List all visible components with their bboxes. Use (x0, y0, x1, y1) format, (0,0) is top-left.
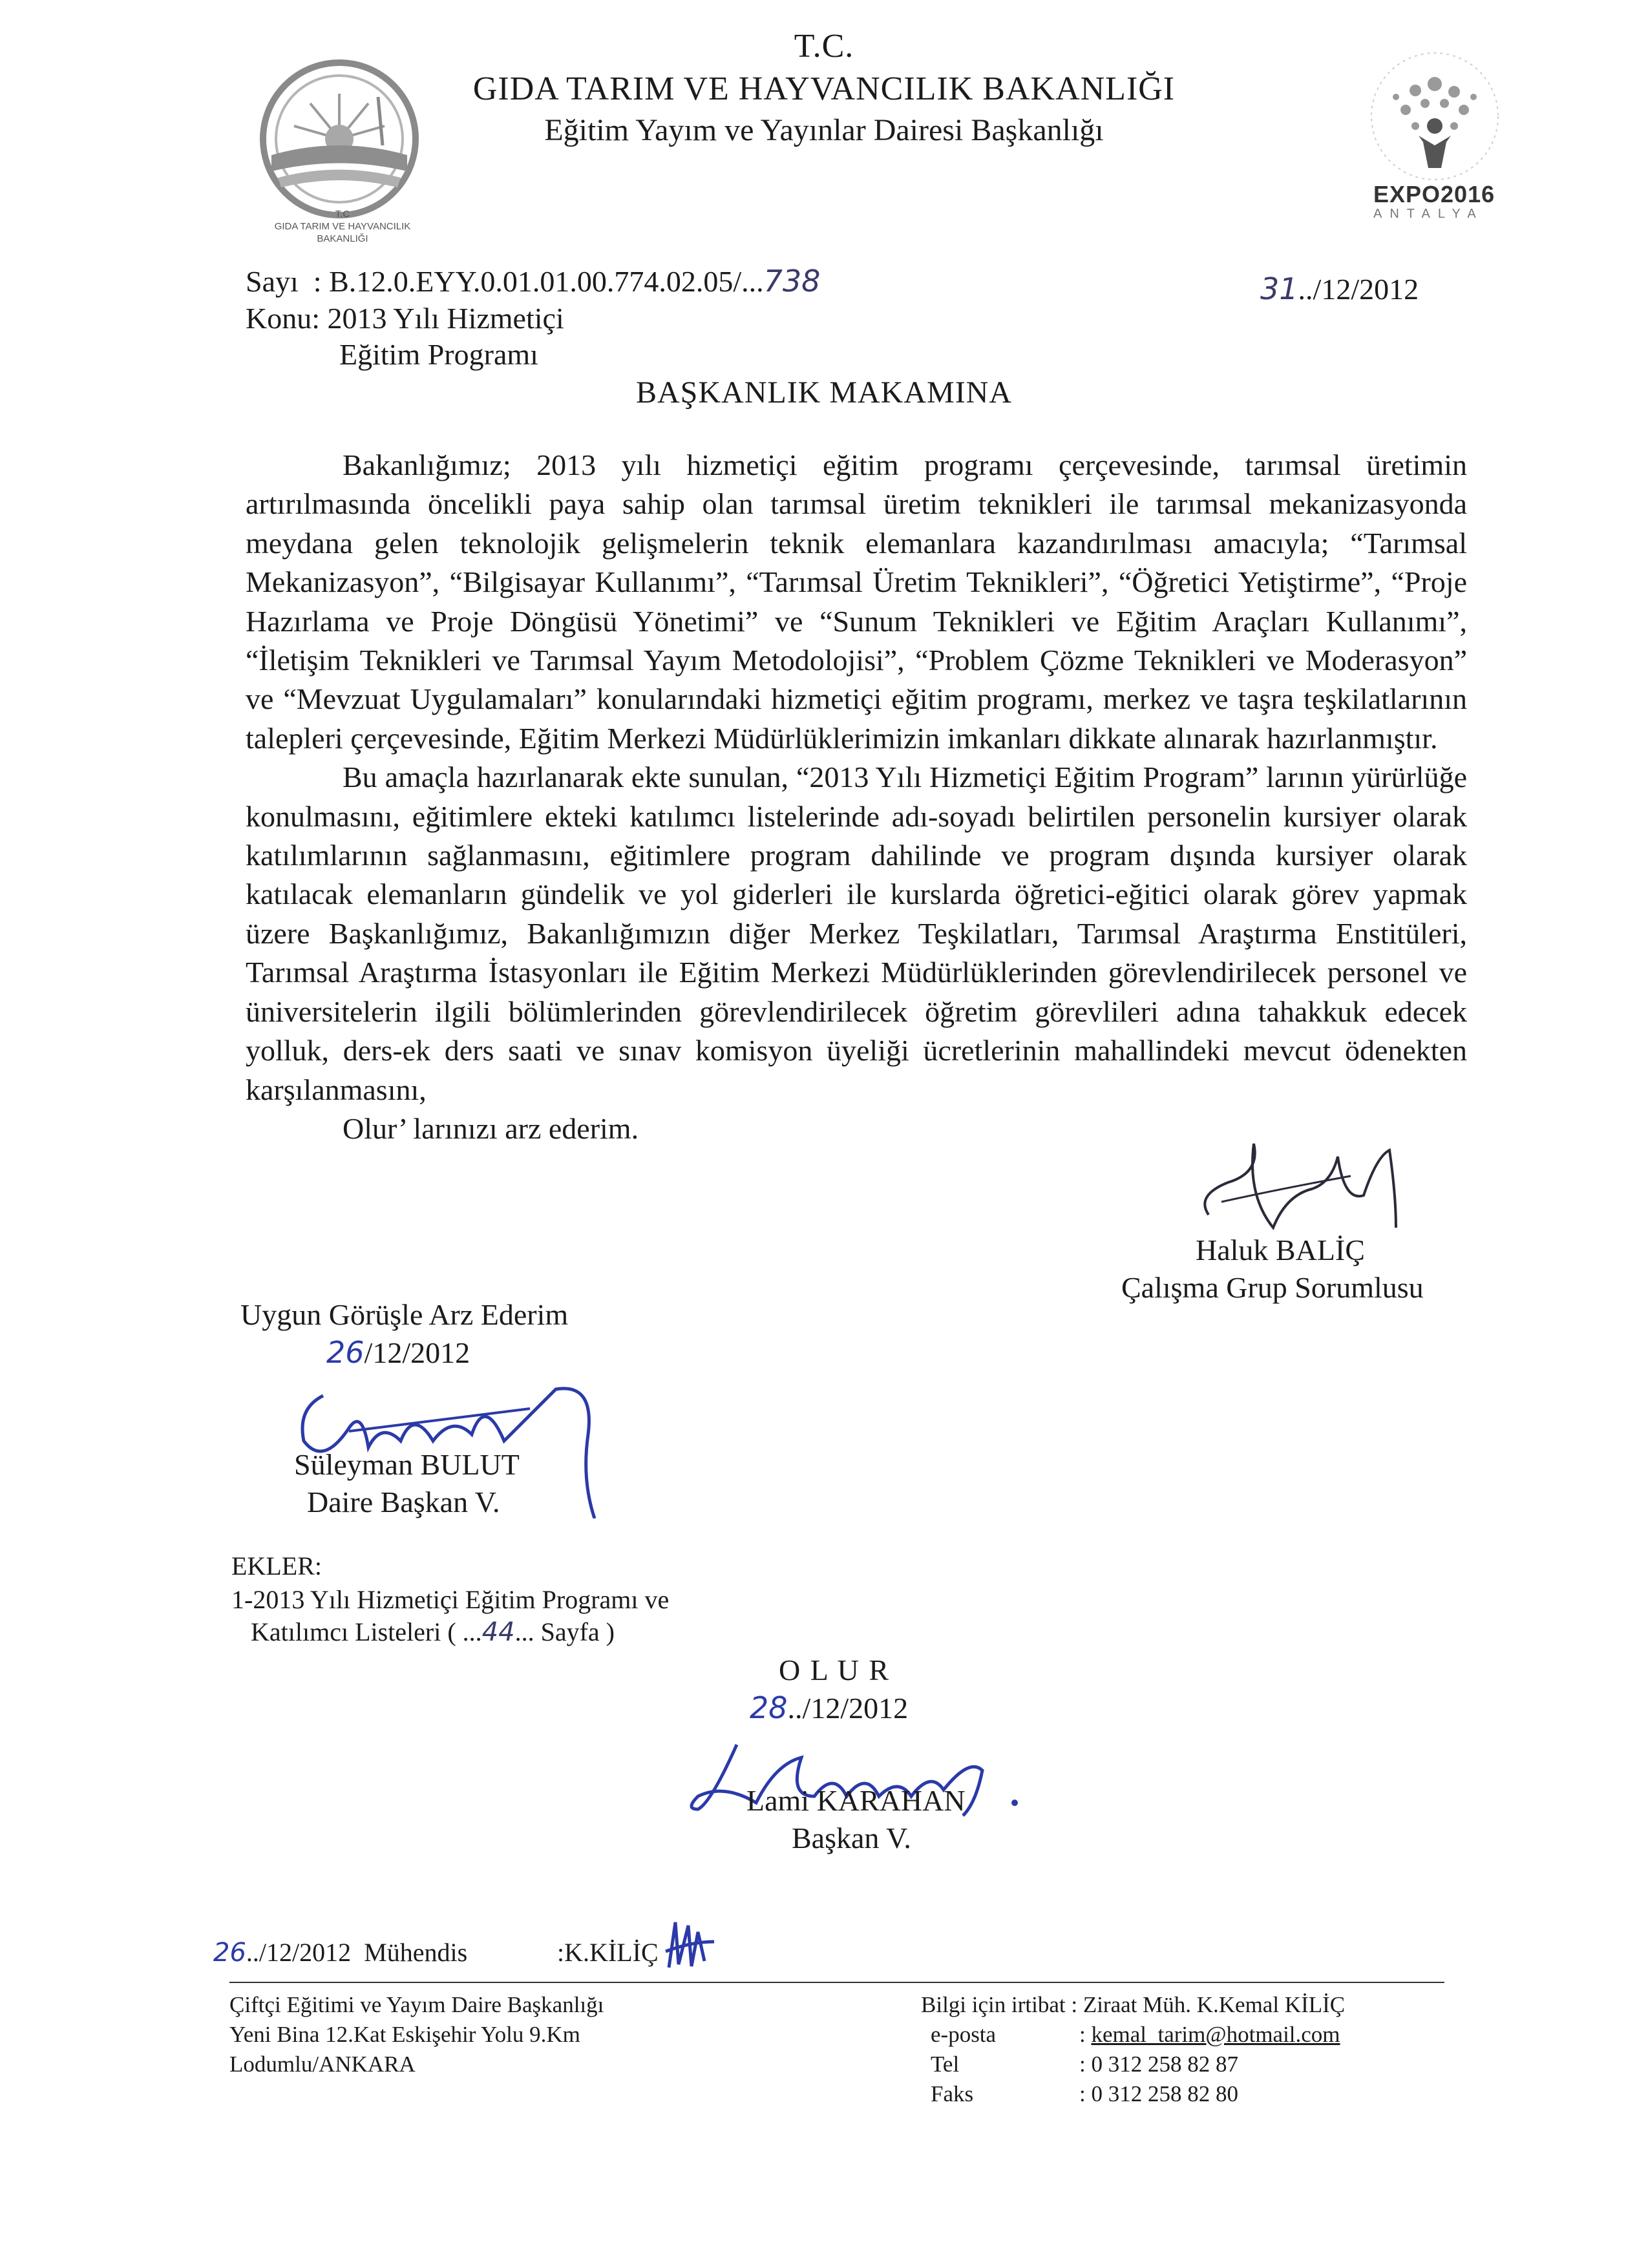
preparer-role: Mühendis (364, 1938, 468, 1967)
preparer-name: :K.KİLİÇ (557, 1938, 659, 1967)
footer-contact-value: : Ziraat Müh. K.Kemal KİLİÇ (1071, 1992, 1346, 2017)
footer-divider (229, 1982, 1444, 1983)
header-department: Eğitim Yayım ve Yayınlar Dairesi Başkanlığı (544, 113, 1104, 147)
header-tc: T.C. (794, 28, 854, 65)
ministry-logo-caption (246, 208, 439, 245)
date-rest: ../12/2012 (1298, 273, 1419, 306)
sayi-value: B.12.0.EYY.0.01.01.00.774.02.05/... (329, 265, 764, 298)
approver-title: Başkan V. (792, 1822, 911, 1854)
konu-line (246, 301, 564, 335)
date-handwritten: 31 (1260, 271, 1298, 306)
signer2-date (326, 1335, 470, 1370)
signer1-title: Çalışma Grup Sorumlusu (1121, 1271, 1424, 1304)
caption-line-3: BAKANLIĞI (317, 233, 368, 244)
konu-label: Konu: (246, 302, 320, 335)
footer-fax-value: : 0 312 258 82 80 (1079, 2081, 1238, 2106)
signer2-date-rest: /12/2012 (364, 1336, 470, 1369)
footer-address-line-1: Çiftçi Eğitimi ve Yayım Daire Başkanlığı (229, 1992, 604, 2017)
letter-body (246, 446, 1467, 1148)
approval-date (750, 1690, 908, 1725)
footer-address-line-2: Yeni Bina 12.Kat Eskişehir Yolu 9.Km (229, 2022, 580, 2047)
caption-line-1: T.C (335, 209, 350, 220)
signer1-name: Haluk BALİÇ (1196, 1234, 1365, 1266)
footer-fax-label: Faks (931, 2081, 974, 2106)
sayi-handwritten: 738 (763, 264, 821, 299)
footer-email-row: : kemal_tarim@hotmail.com (1079, 2022, 1340, 2047)
attachment-line-2-post: ... Sayfa ) (514, 1617, 615, 1646)
expo-logo-text: EXPO2016 (1373, 181, 1495, 207)
approval-date-handwritten: 28 (750, 1690, 788, 1725)
footer-tel-value: : 0 312 258 82 87 (1079, 2052, 1238, 2077)
body-closing: Olur’ larınızı arz ederim. (343, 1111, 639, 1145)
approval-olur: O L U R (779, 1654, 891, 1686)
footer-email-link[interactable]: kemal_tarim@hotmail.com (1091, 2022, 1340, 2047)
addressee-title: BAŞKANLIK MAKAMINA (636, 375, 1012, 410)
sayi-label: Sayı (246, 265, 299, 298)
expo-logo-city: ANTALYA (1373, 207, 1484, 221)
attachment-pages-handwritten: 44 (481, 1617, 515, 1647)
footer-address (229, 1990, 604, 2079)
footer-address-line-3: Lodumlu/ANKARA (229, 2052, 416, 2077)
footer-contact-row (921, 1990, 1345, 2020)
footer-contact-label: Bilgi için irtibat (921, 1992, 1066, 2017)
attachment-line-1: 1-2013 Yılı Hizmetiçi Eğitim Programı ve (231, 1585, 670, 1614)
signer2-date-handwritten: 26 (326, 1335, 364, 1370)
signature-baliç (1183, 1118, 1454, 1247)
signer2-title: Daire Başkan V. (307, 1486, 500, 1518)
preparer-initials (659, 1916, 721, 1971)
body-paragraph-2: Bu amaçla hazırlanarak ekte sunulan, “2013 Yılı Hizmetiçi Eğitim Program” larının yürürlüğe konulmasını, eğitimlere ekteki katılımcı listelerinde adı-soyadı belirtilen personelin kursiyer olarak katılımlarının sağlanmasını, eğitimlere program dahilinde ve program dışında kursiyer olarak katılacak elemanların gündelik ve yol giderleri ile kurslarda öğretici-eğitici olarak görev yapmak üzere Başkanlığımız, Bakanlığımızın diğer Merkez Teşkilatları, Tarımsal Araştırma Enstitüleri, Tarımsal Araştırma İstasyonları ile Eğitim Merkezi Müdürlüklerinden görevlendirilecek personel ve üniversitelerin ilgili bölümlerinden görevlendirilecek öğretim görevlileri adına tahakkuk edecek yolluk, ders-ek ders saati ve sınav komisyon üyeliği ücretlerinin mahallindeki mevcut ödenekten karşılanmasını, (246, 761, 1467, 1106)
attachments-label: EKLER: (231, 1551, 322, 1580)
body-paragraph-1: Bakanlığımız; 2013 yılı hizmetiçi eğitim programı çerçevesinde, tarımsal üretimin artırılmasında öncelikli paya sahip olan tarımsal üretim teknikleri ile tarımsal mekanizasyonda meydana gelen teknolojik gelişmelerin teknik elemanlara kazandırılması amacıyla; “Tarımsal Mekanizasyon”, “Bilgisayar Kullanımı”, “Tarımsal Üretim Teknikleri”, “Öğretici Yetiştirme”, “Proje Hazırlama ve Proje Döngüsü Yönetimi” ve “Sunum Teknikleri ve Eğitim Araçları Kullanımı”, “İletişim Teknikleri ve Tarımsal Yayım Metodolojisi”, “Problem Çözme Teknikleri ve Moderasyon” ve “Mevzuat Uygulamaları” konularındaki hizmetiçi eğitim programı, merkez ve taşra teşkilatlarının talepleri çerçevesinde, Eğitim Merkezi Müdürlüklerimizin imkanları dikkate alınarak hazırlanmıştır. (246, 448, 1467, 755)
approval-date-rest: ../12/2012 (787, 1692, 909, 1725)
attachment-line-2-pre: Katılımcı Listeleri ( ... (251, 1617, 482, 1646)
caption-line-2: GIDA TARIM VE HAYVANCILIK (274, 221, 411, 232)
preparer-line (213, 1937, 467, 1968)
konu-value-1: 2013 Yılı Hizmetiçi (327, 302, 564, 335)
signer2-intro: Uygun Görüşle Arz Ederim (240, 1298, 569, 1331)
footer-tel-label: Tel (931, 2052, 960, 2077)
footer-email-label: e-posta (931, 2022, 997, 2047)
header-ministry: GIDA TARIM VE HAYVANCILIK BAKANLIĞI (472, 70, 1176, 107)
preparer-date-rest: ../12/2012 (246, 1938, 352, 1967)
attachment-line-2 (251, 1617, 615, 1647)
preparer-date-handwritten: 26 (213, 1938, 246, 1968)
document-date (1260, 271, 1419, 306)
konu-value-2: Eğitim Programı (339, 338, 538, 371)
sayi-line: Sayı : B.12.0.EYY.0.01.01.00.774.02.05/...738 (246, 264, 821, 299)
signer2-name: Süleyman BULUT (294, 1448, 520, 1481)
approver-name: Lami KARAHAN (746, 1784, 966, 1817)
